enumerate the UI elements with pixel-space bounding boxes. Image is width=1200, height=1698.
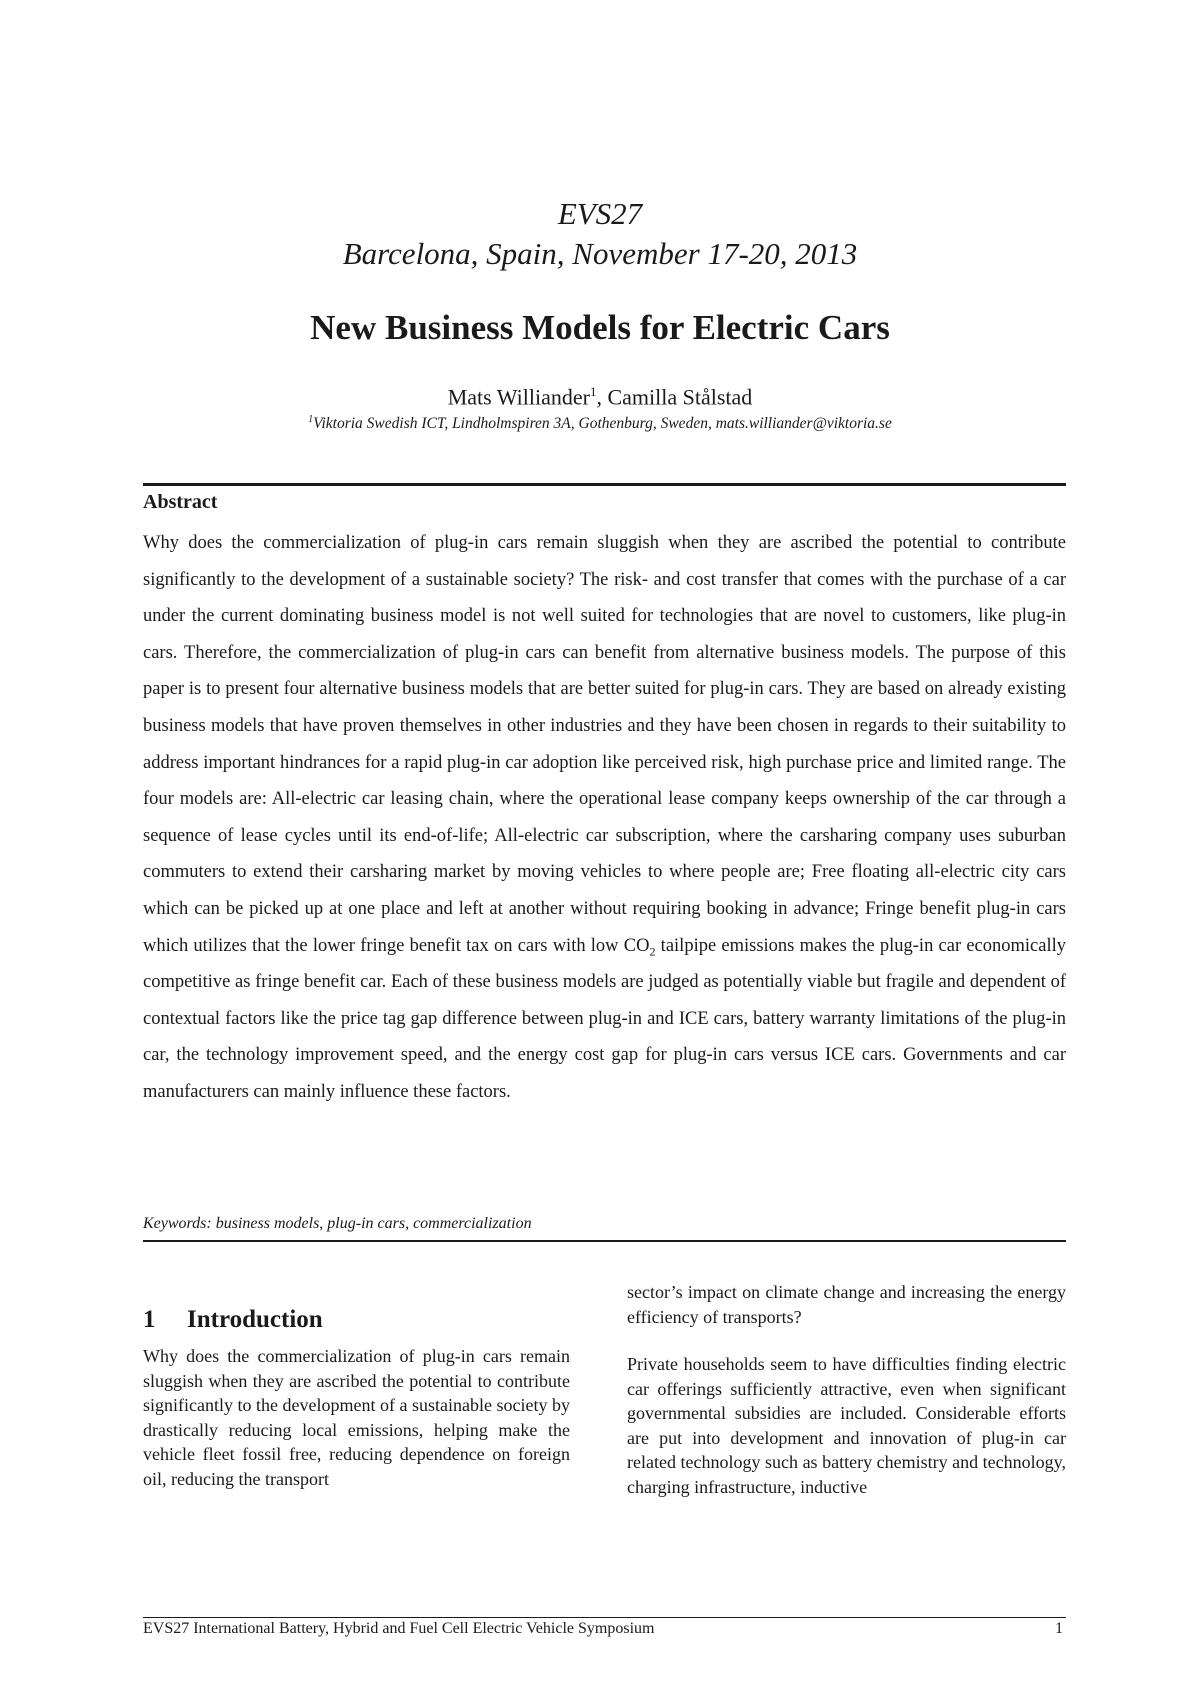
abstract-top-rule — [143, 483, 1066, 486]
intro-paragraph-2: Private households seem to have difficulties finding electric car offerings sufficiently attractive, even when significant governmental subsidies are included. Considerable efforts are put into development and innovation of plug-in car related technology such as battery chemistry and technology, charging infrastructure, inductive — [627, 1354, 1066, 1497]
section-number: 1 — [143, 1306, 156, 1333]
author-1-affiliation-mark: 1 — [589, 384, 597, 399]
authors — [0, 384, 1200, 410]
intro-paragraph-1: Why does the commercialization of plug-in cars remain sluggish when they are ascribed the potential to contribute significantly to the development of a sustainable society by drastically reducing local emissions, helping make the vehicle fleet fossil free, reducing dependence on foreign oil, reducing the transport — [143, 1346, 570, 1489]
abstract-subscript: 2 — [649, 944, 656, 959]
footer-rule — [143, 1617, 1066, 1618]
keywords-rule — [143, 1240, 1066, 1242]
abstract-text-part-2: tailpipe emissions makes the plug-in car economically competitive as fringe benefit car. Each of these business models are judged as potentially viable but fragile and dependent of contextual factors like the price tag gap difference between plug-in and ICE cars, battery warranty limitations of the plug-in car, the technology improvement speed, and the energy cost gap for plug-in cars versus ICE cars. Governments and car manufacturers can mainly influence these factors. — [143, 935, 1066, 1102]
intro-paragraph-1-continued: sector’s impact on climate change and increasing the energy efficiency of transports? — [627, 1282, 1066, 1327]
conference-name: EVS27 — [557, 196, 643, 231]
abstract-text-part-1: Why does the commercialization of plug-in cars remain sluggish when they are ascribed the potential to contribute significantly to the development of a sustainable society? The risk- and cost transfer that comes with the purchase of a car under the current dominating business model is not well suited for technologies that are novel to customers, like plug-in cars. Therefore, the commercialization of plug-in cars can benefit from alternative business models. The purpose of this paper is to present four alternative business models that are better suited for plug-in cars. They are based on already existing business models that have proven themselves in other industries and they have been chosen in regards to their suitability to address important hindrances for a rapid plug-in car adoption like perceived risk, high purchase price and limited range. The four models are: All-electric car leasing chain, where the operational lease company keeps ownership of the car through a sequence of lease cycles until its end-of-life; All-electric car subscription, where the carsharing company uses suburban commuters to extend their carsharing market by moving vehicles to where people are; Free floating all-electric city cars which can be picked up at one place and left at another without requiring booking in advance; Fringe benefit plug-in cars which utilizes that the lower fringe benefit tax on cars with low CO — [143, 533, 1066, 956]
abstract-heading: Abstract — [143, 491, 218, 513]
footer-text: EVS27 International Battery, Hybrid and Fuel Cell Electric Vehicle Symposium — [143, 1620, 655, 1637]
abstract-body — [143, 525, 1066, 1111]
page-number: 1 — [1055, 1620, 1063, 1637]
paper-title: New Business Models for Electric Cars — [310, 308, 890, 347]
conference-place-date: Barcelona, Spain, November 17-20, 2013 — [342, 236, 858, 271]
section-title: Introduction — [187, 1306, 323, 1333]
author-2: , Camilla Stålstad — [596, 384, 753, 410]
author-1: Mats Williander — [447, 384, 590, 410]
affiliation-text: Viktoria Swedish ICT, Lindholmspiren 3A, Gothenburg, Sweden, mats.williander@viktoria.se — [313, 415, 892, 433]
affiliation — [0, 414, 1200, 433]
affiliation-mark: 1 — [308, 414, 314, 425]
section-heading-introduction — [143, 1306, 323, 1334]
keywords: Keywords: business models, plug-in cars, commercialization — [143, 1215, 532, 1232]
